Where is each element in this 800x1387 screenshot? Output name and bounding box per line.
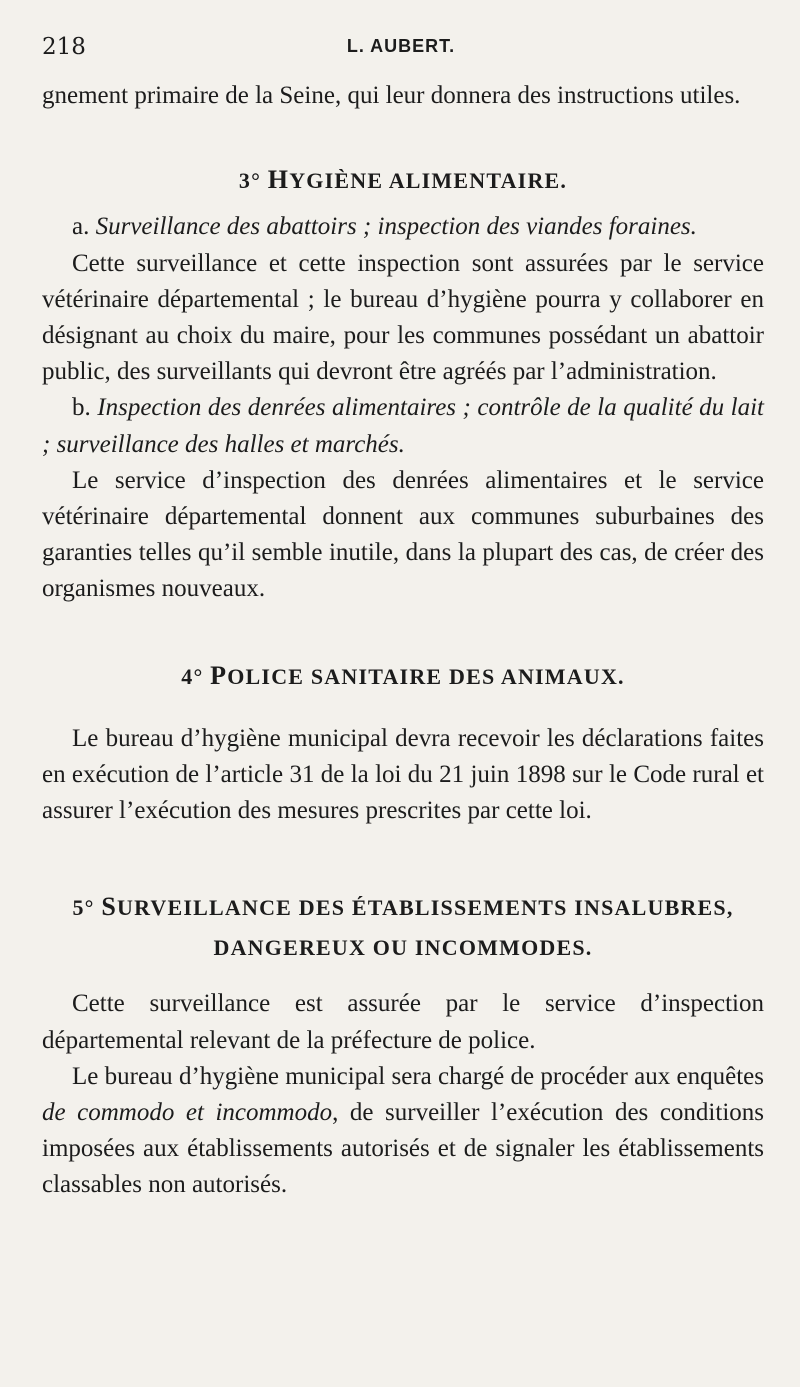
subsection-b [42,390,764,462]
section-heading-4 [42,658,764,695]
running-head: L. AUBERT. [346,36,456,56]
paragraph-5b-start: Le bureau d’hygiène municipal sera chargé de procéder aux enquêtes [72,1062,764,1090]
section-title: OLICE SANITAIRE DES ANIMAUX. [227,663,625,689]
page-body [42,78,764,1204]
paragraph-5b-end: , de surveiller l’exécution des conditions imposées aux établissements autorisés et de signaler les établissements classables non autorisés. [42,1099,764,1199]
paragraph-5b [42,1059,764,1204]
paragraph-a: Cette surveillance et cette inspection sont assurées par le service vétérinaire départemental ; le bureau d’hygiène pourra y collaborer en désignant au choix du maire, pour les communes possédant un abattoir public, des surveillants qui devront être agréés par l’administration. [42,249,764,386]
section-heading-3 [42,162,764,199]
paragraph-5b-italic: de commodo et incommodo [42,1099,333,1127]
subsection-label: a. [72,213,90,241]
paragraph-continued: gnement primaire de la Seine, qui leur donnera des instructions utiles. [42,82,741,109]
paragraph-5a: Cette surveillance est assurée par le service d’inspection départemental relevant de la préfecture de police. [42,990,764,1054]
subsection-a [42,209,764,245]
subsection-title: Inspection des denrées alimentaires ; contrôle de la qualité du lait ; surveillance des halles et marchés. [42,394,765,458]
paragraph-4: Le bureau d’hygiène municipal devra recevoir les déclarations faites en exécution de l’article 31 de la loi du 21 juin 1898 sur le Code rural et assurer l’exécution des mesures prescrites par cette loi. [42,724,764,825]
section-number: 5° [72,895,95,921]
page-number: 218 [42,34,86,60]
section-title: URVEILLANCE DES ÉTABLISSEMENTS INSALUBRES, [117,895,734,921]
subsection-title: Surveillance des abattoirs ; inspection des viandes foraines. [95,213,697,241]
page-header [42,34,760,66]
section-title-line2: DANGEREUX OU INCOMMODES. [213,935,593,961]
section-title: YGIÈNE ALIMENTAIRE. [289,168,568,194]
paragraph-b: Le service d’inspection des denrées alimentaires et le service vétérinaire départemental donnent aux communes suburbaines des garanties telles qu’il semble inutile, dans la plupart des cas, de créer des organismes nouveaux. [42,466,764,603]
section-title-initial: H [267,165,290,195]
section-heading-5 [42,887,764,968]
section-title-initial: P [210,660,228,690]
section-title-initial: S [101,892,118,922]
section-number: 3° [238,168,262,194]
section-number: 4° [181,663,204,689]
subsection-label: b. [72,394,91,422]
